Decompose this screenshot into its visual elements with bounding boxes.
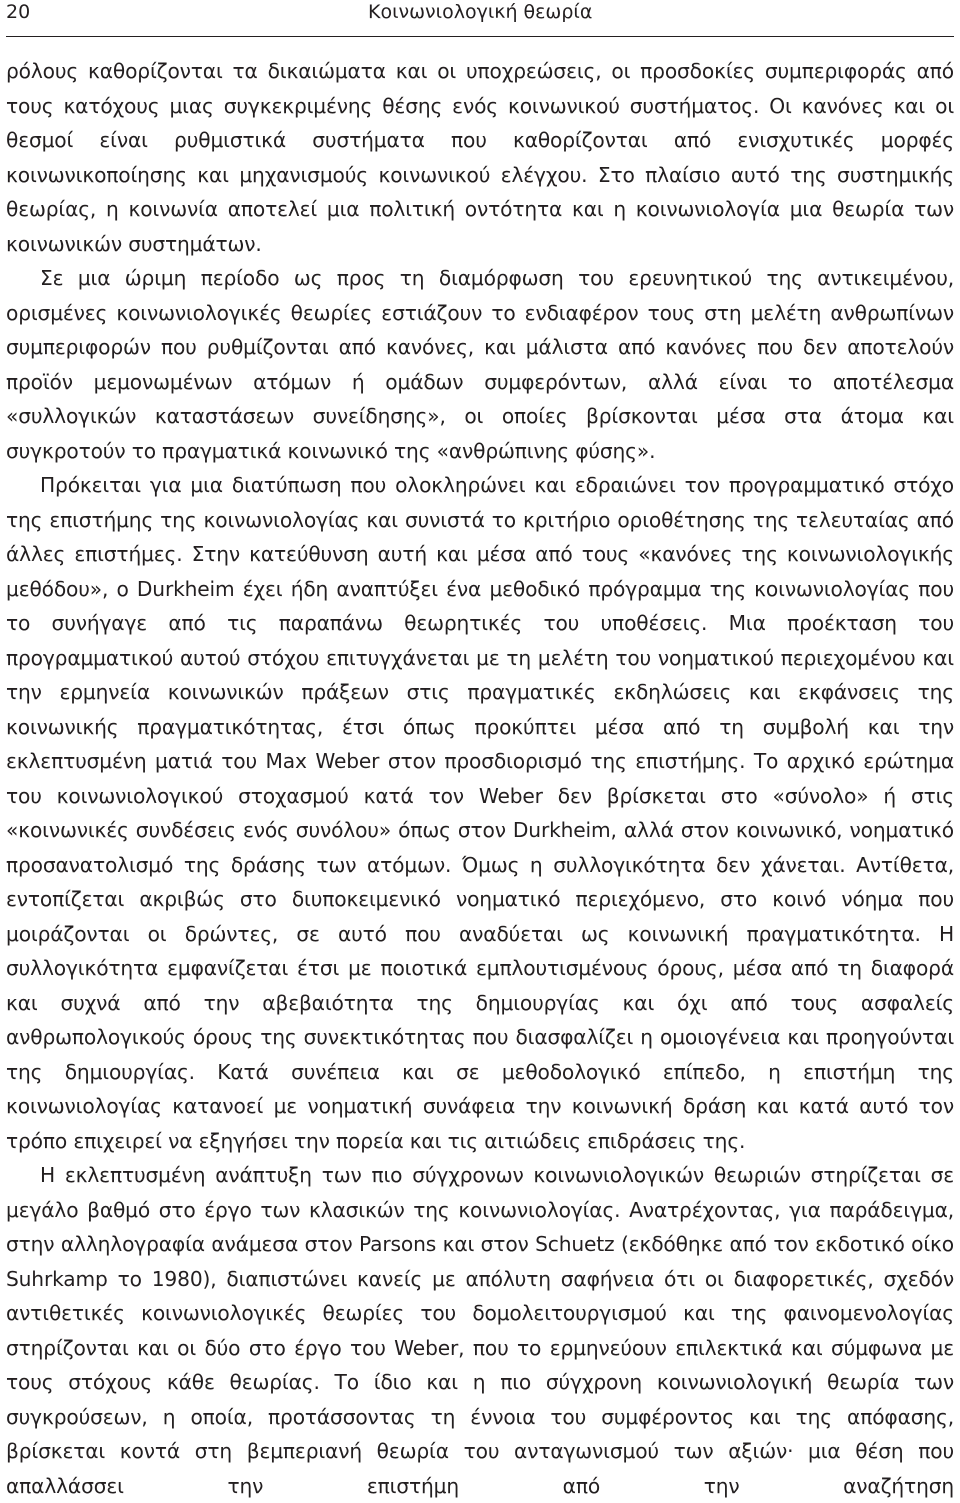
paragraph: Η εκλεπτυσμένη ανάπτυξη των πιο σύγχρονων κοινωνιολογικών θεωριών στηρίζεται σε μεγάλο βαθμό στο έργο των κλασικών της κοινωνιολογίας. Ανατρέχοντας, για παράδειγμα, στην αλληλογραφία ανάμεσα στον Parsons και στον Schuetz (εκδόθηκε από τον εκδοτικό οίκο Suhrkamp το 1980), διαπιστώνει κανείς με απόλυτη σαφήνεια ότι οι διαφορετικές, σχεδόν αντιθετικές κοινωνιολογικές θεωρίες του δομολειτουργισμού και της φαινομενολογίας στηρίζονται και οι δύο στο έργο του Weber, που το ερμηνεύουν επιλεκτικά και σύμφωνα με τους στόχους κάθε θεωρίας. Το ίδιο και η πιο σύγχρονη κοινωνιολογική θεωρία των συγκρούσεων, η οποία, προτάσσοντας τη έννοια του συμφέροντος και της απόφασης, βρίσκεται κοντά στη βεμπεριανή θεωρία του ανταγωνισμού των αξιών· μια θέση που απαλλάσσει την επιστήμη από την αναζήτηση <box>6 1163 954 1498</box>
paragraph: Πρόκειται για μια διατύπωση που ολοκληρώνει και εδραιώνει τον προγραμματικό στόχο της επιστήμης της κοινωνιολογίας και συνιστά το κριτήριο οριοθέτησης της τελευταίας από άλλες επιστήμες. Στην κατεύθυνση αυτή και μέσα από τους «κανόνες της κοινωνιολογικής μεθόδου», ο Durkheim έχει ήδη αναπτύξει ένα μεθοδικό πρόγραμμα της κοινωνιολογίας που το συνήγαγε από τις παραπάνω θεωρητικές του υποθέσεις. Μια προέκταση του προγραμματικού αυτού στόχου επιτυγχάνεται με τη μελέτη του νοηματικού περιεχομένου και την ερμηνεία κοινωνικών πράξεων στις πραγματικές εκδηλώσεις και εκφάνσεις της κοινωνικής πραγματικότητας, έτσι όπως προκύπτει μέσα από τη συμβολή και την εκλεπτυσμένη ματιά του Max Weber στον προσδιορισμό της επιστήμης. Το αρχικό ερώτημα του κοινωνιολογικού στοχασμού κατά τον Weber δεν βρίσκεται στο «σύνολο» ή στις «κοινωνικές συνδέσεις ενός συνόλου» όπως στον Durkheim, αλλά στον κοινωνικό, νοηματικό προσανατολισμό της δράσης των ατόμων. Όμως η συλλογικότητα δεν χάνεται. Αντίθετα, εντοπίζεται ακριβώς στο διυποκειμενικό νοηματικό περιεχόμενο, στο κοινό νόημα που μοιράζονται οι δρώντες, σε αυτό που αναδύεται ως κοινωνική πραγματικότητα. Η συλλογικότητα εμφανίζεται έτσι με ποιοτικά εμπλουτισμένους όρους, μέσα από τη διαφορά και συχνά από την αβεβαιότητα της δημιουργίας και όχι από τους ασφαλείς ανθρωπολογικούς όρους της συνεκτικότητας που διασφαλίζει η ομοιογένεια και προηγούνται της δημιουργίας. Κατά συνέπεια και σε μεθοδολογικό επίπεδο, η επιστήμη της κοινωνιολογίας κατανοεί με νοηματική συνάφεια την κοινωνική δράση και κατά αυτό τον τρόπο επιχειρεί να εξηγήσει την πορεία και τις αιτιώδεις επιδράσεις της. <box>6 473 954 1153</box>
paragraph: ρόλους καθορίζονται τα δικαιώματα και οι υποχρεώσεις, οι προσδοκίες συμπεριφοράς από τους κατόχους μιας συγκεκριμένης θέσης ενός κοινωνικού συστήματος. Οι κανόνες και οι θεσμοί είναι ρυθμιστικά συστήματα που καθορίζονται από ενισχυτικές μορφές κοινωνικοποίησης και μηχανισμούς κοινωνικού ελέγχου. Στο πλαίσιο αυτό της συστημικής θεωρίας, η κοινωνία αποτελεί μια πολιτική οντότητα και η κοινωνιολογία μια θεωρία των κοινωνικών συστημάτων. <box>6 59 954 256</box>
running-title: Κοινωνιολογική θεωρία <box>368 1 593 23</box>
book-page <box>6 0 954 1503</box>
running-header <box>6 0 954 37</box>
page-number: 20 <box>6 1 31 23</box>
paragraph: Σε μια ώριμη περίοδο ως προς τη διαμόρφωση του ερευνητικού της αντικειμένου, ορισμένες κοινωνιολογικές θεωρίες εστιάζουν το ενδιαφέρον τους στη μελέτη ανθρωπίνων συμπεριφορών που ρυθμίζονται από κανόνες, και μάλιστα από κανόνες που δεν αποτελούν προϊόν μεμονωμένων ατόμων ή ομάδων συμφερόντων, αλλά είναι το αποτέλεσμα «συλλογικών καταστάσεων συνείδησης», οι οποίες βρίσκονται μέσα στα άτομα και συγκροτούν το πραγματικά κοινωνικό της «ανθρώπινης φύσης». <box>6 266 954 463</box>
body-text <box>6 54 954 1503</box>
